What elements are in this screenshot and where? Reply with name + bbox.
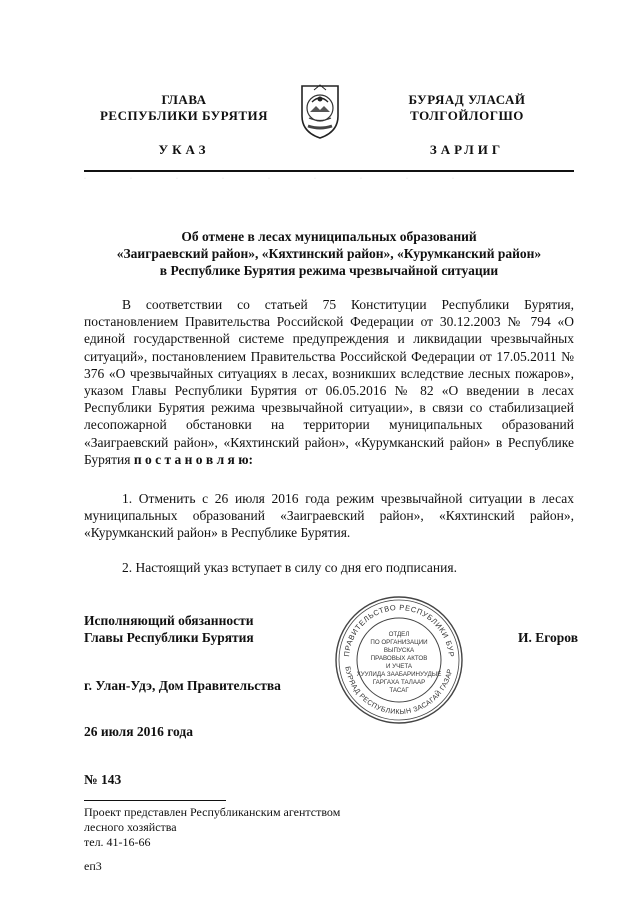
title-line1: Об отмене в лесах муниципальных образований [181,229,477,244]
header-right-title [362,92,572,124]
signatory-position-line1: Исполняющий обязанности [84,613,254,628]
decree-number: № 143 [84,772,122,787]
stamp-ring-text-2: БУРЯАД РЕСПУБЛИКЫН ЗАСАГАЙ ГАЗАР [343,665,455,717]
header-left-doc-type: УКАЗ [158,142,210,157]
footer-divider [84,800,226,801]
stamp-inner-line3: ВЫПУСКА [383,647,415,654]
title-line2: «Заиграевский район», «Кяхтинский район», «Курумканский район» [116,246,542,261]
stamp-inner-line8: ТАСАГ [389,687,409,694]
signatory-position [84,612,304,646]
stamp-inner-line4: ПРАВОВЫХ АКТОВ [370,655,428,662]
stamp-inner-line6: ХУУЛИДА ЗААБАРИНУУДЫЕ [356,671,442,678]
document-title [84,228,574,279]
title-line3: в Республике Бурятия режима чрезвычайной ситуации [159,263,499,278]
stamp-inner-line1: ОТДЕЛ [388,631,410,638]
preamble-text: В соответствии со статьей 75 Конституции Республики Бурятия, постановлением Правительства Российской Федерации от 30.12.2003 № 794 «О единой государственной системе предупреждения и ликвидации чрезвычайных ситуаций», постановлением Правительства Российской Федерации от 17.05.2011 № 376 «О чрезвычайных ситуациях в лесах, возникших вследствие лесных пожаров», указом Главы Республики Бурятия от 06.05.2016 № 82 «О введении в лесах Республики Бурятия режима чрезвычайной ситуации», в связи со стабилизацией лесопожарной обстановки на территории муниципальных образований «Заиграевский район», «Кяхтинский район», «Курумканский район» в Республике Бурятия [84,297,574,467]
header-divider [84,170,574,172]
header-left-line2: РЕСПУБЛИКИ БУРЯТИЯ [99,108,269,123]
stamp-inner-line5: И УЧЕТА [385,663,413,670]
stamp-ring-text: ПРАВИТЕЛЬСТВО РЕСПУБЛИКИ БУР [342,602,456,658]
signing-date: 26 июля 2016 года [84,724,193,739]
decree-word: п о с т а н о в л я ю: [133,451,254,467]
footer-code: еп3 [84,859,102,873]
footer-line1: Проект представлен Республиканским агентством [84,805,341,819]
coat-of-arms-emblem [298,82,342,140]
header-dot-leader: ········· [84,176,498,182]
header-left-title [84,92,284,124]
header-right-doc-type: ЗАРЛИГ [429,142,505,157]
header-right-line2: ТОЛГОЙЛОГШО [410,108,524,123]
signatory-name: И. Егоров [517,630,578,645]
signatory-position-line2: Главы Республики Бурятия [84,630,254,645]
footer-line2: лесного хозяйства [84,820,177,834]
decree-item-1: 1. Отменить с 26 июля 2016 года режим чрезвычайной ситуации в лесах муниципальных образований «Заиграевский район», «Кяхтинский район», «Курумканский район» в Республике Бурятия. [84,491,574,541]
header-right-line1: БУРЯАД УЛАСАЙ [408,92,526,107]
stamp-inner-line7: ГАРГАХА ТАЛААР [372,679,426,686]
official-seal-stamp [333,594,465,726]
preamble-paragraph [84,296,574,468]
signing-place: г. Улан-Удэ, Дом Правительства [84,678,281,693]
footer-note [84,805,424,850]
footer-phone: тел. 41-16-66 [84,835,151,849]
stamp-inner-line2: ПО ОРГАНИЗАЦИИ [370,639,428,646]
header-left-line1: ГЛАВА [161,92,207,107]
decree-item-2: 2. Настоящий указ вступает в силу со дня его подписания. [122,560,457,575]
